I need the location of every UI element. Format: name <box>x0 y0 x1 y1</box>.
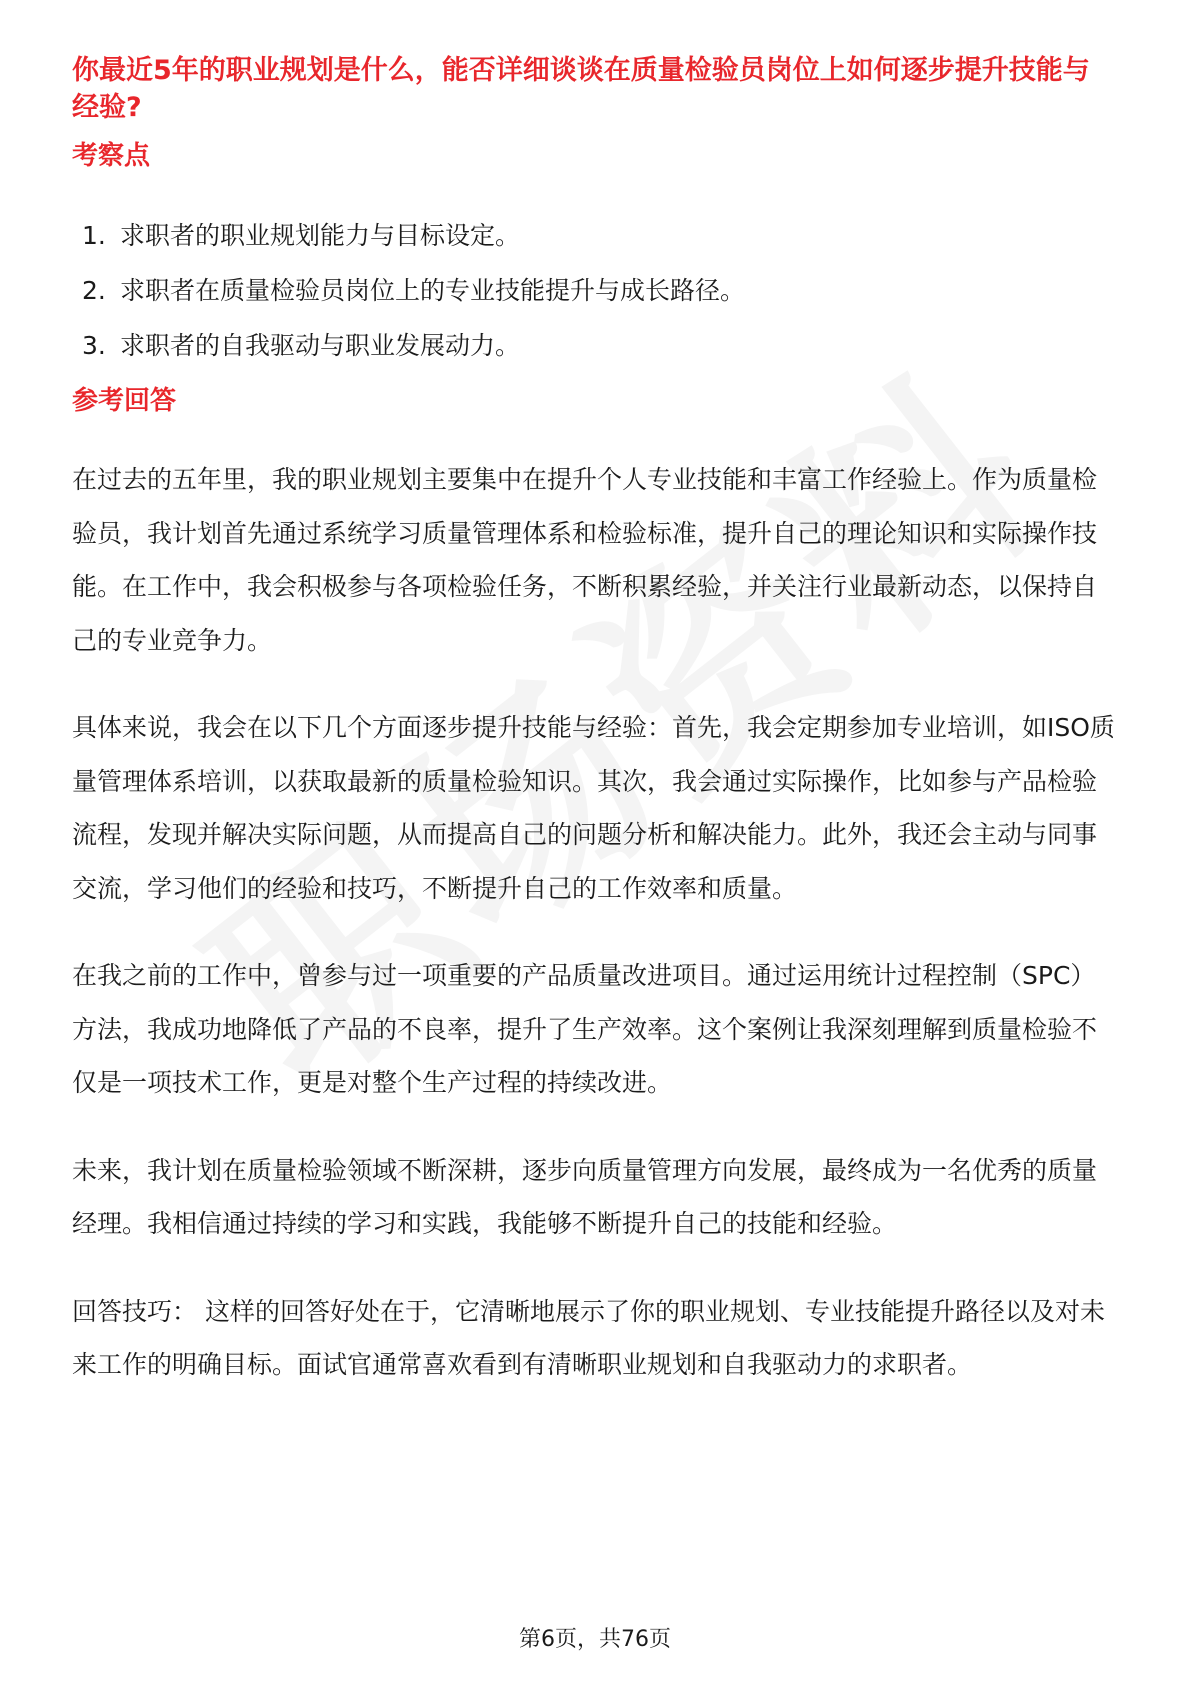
list-item-text: 求职者的职业规划能力与目标设定。 <box>120 221 521 250</box>
points-section-title: 考察点 <box>72 141 151 171</box>
page-number-footer: 第6页，共76页 <box>519 1627 671 1652</box>
list-item <box>82 328 1102 364</box>
question-heading: 你最近5年的职业规划是什么，能否详细谈谈在质量检验员岗位上如何逐步提升技能与经验? <box>72 55 1090 123</box>
list-item-number: 2. <box>82 276 106 305</box>
answer-tips-paragraph: 回答技巧： 这样的回答好处在于，它清晰地展示了你的职业规划、专业技能提升路径以及对未来工作的明确目标。面试官通常喜欢看到有清晰职业规划和自我驱动力的求职者。 <box>72 1296 1105 1379</box>
list-item <box>82 218 1102 254</box>
list-item-number: 3. <box>82 331 106 360</box>
answer-paragraph: 具体来说，我会在以下几个方面逐步提升技能与经验：首先，我会定期参加专业培训，如ISO质量管理体系培训，以获取最新的质量检验知识。其次，我会通过实际操作，比如参与产品检验流程，发现并解决实际问题，从而提高自己的问题分析和解决能力。此外，我还会主动与同事交流，学习他们的经验和技巧，不断提升自己的工作效率和质量。 <box>72 713 1115 903</box>
list-item <box>82 273 1102 309</box>
answer-paragraph: 在我之前的工作中，曾参与过一项重要的产品质量改进项目。通过运用统计过程控制（SPC）方法，我成功地降低了产品的不良率，提升了生产效率。这个案例让我深刻理解到质量检验不仅是一项技术工作，更是对整个生产过程的持续改进。 <box>72 961 1098 1097</box>
list-item-number: 1. <box>82 221 106 250</box>
answer-section-title: 参考回答 <box>72 386 177 416</box>
list-item-text: 求职者的自我驱动与职业发展动力。 <box>120 331 521 360</box>
list-item-text: 求职者在质量检验员岗位上的专业技能提升与成长路径。 <box>120 276 746 305</box>
answer-paragraph: 未来，我计划在质量检验领域不断深耕，逐步向质量管理方向发展，最终成为一名优秀的质量经理。我相信通过持续的学习和实践，我能够不断提升自己的技能和经验。 <box>72 1155 1098 1238</box>
points-list <box>82 218 1102 383</box>
answer-paragraph: 在过去的五年里，我的职业规划主要集中在提升个人专业技能和丰富工作经验上。作为质量检验员，我计划首先通过系统学习质量管理体系和检验标准，提升自己的理论知识和实际操作技能。在工作中，我会积极参与各项检验任务，不断积累经验，并关注行业最新动态，以保持自己的专业竞争力。 <box>72 465 1098 655</box>
answer-body <box>72 453 1120 1426</box>
